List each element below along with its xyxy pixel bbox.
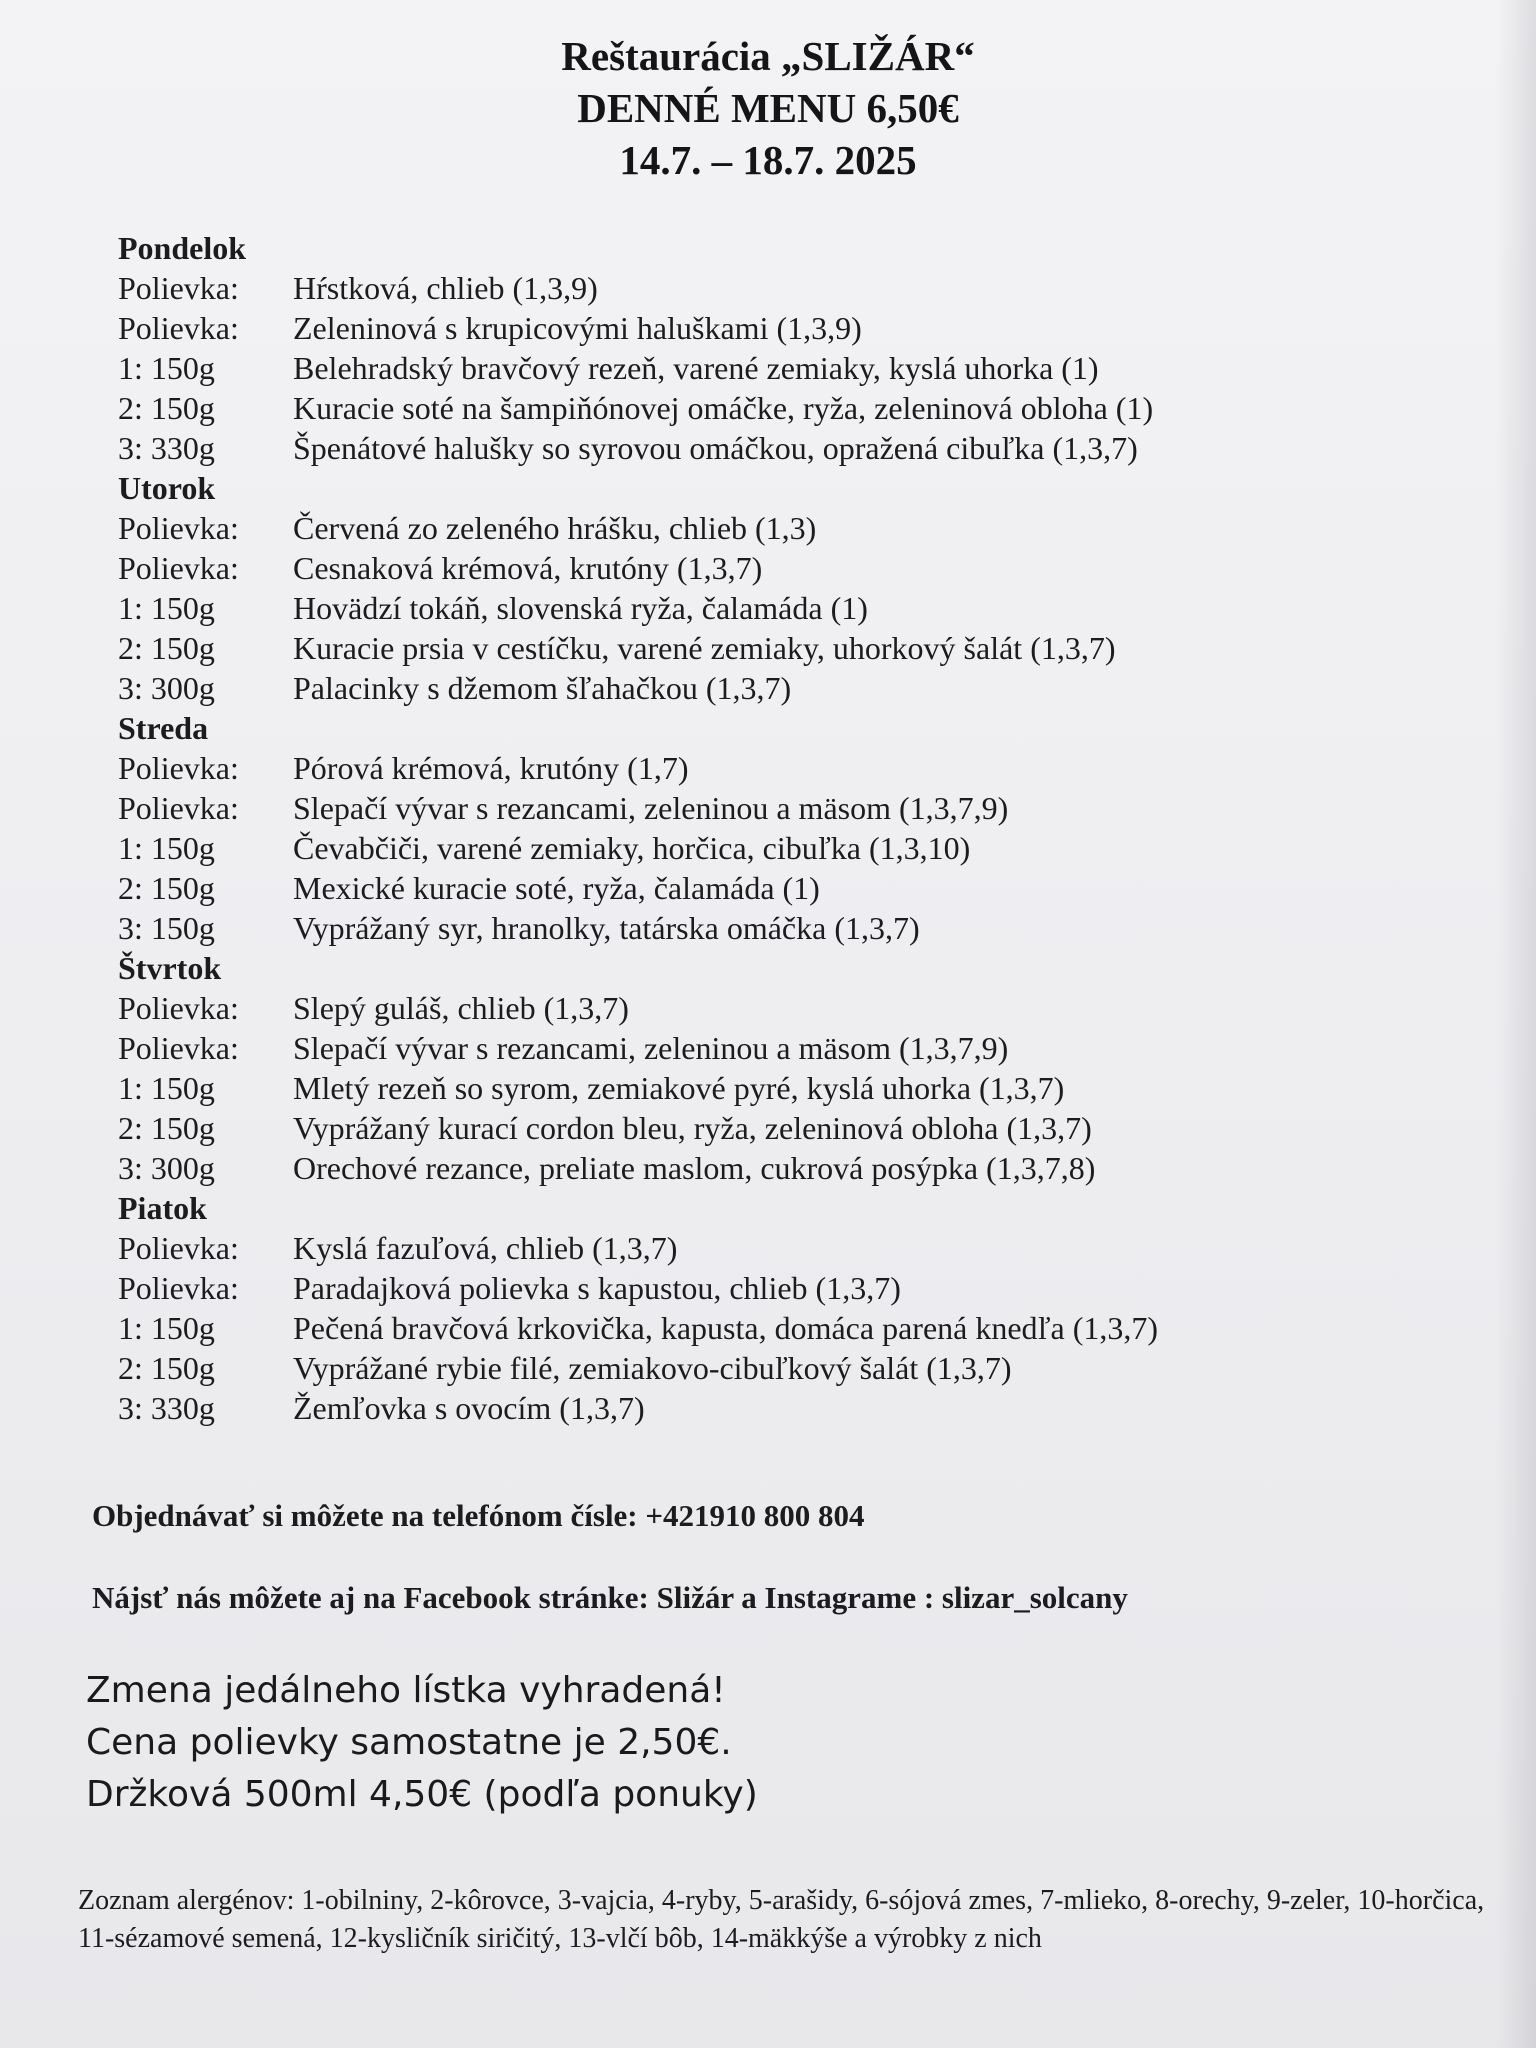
menu-item-dish: Červená zo zeleného hrášku, chlieb (1,3) <box>293 510 817 546</box>
weekly-menu <box>118 228 1458 1428</box>
menu-item-dish: Palacinky s džemom šľahačkou (1,3,7) <box>293 670 792 706</box>
social-media-line: Nájsť nás môžete aj na Facebook stránke: Sližár a Instagrame : slizar_solcany <box>92 1580 1128 1615</box>
menu-item <box>118 1228 1458 1268</box>
day-heading: Pondelok <box>118 230 247 266</box>
menu-item-label: 2: 150g <box>118 630 215 666</box>
menu-item <box>118 788 1458 828</box>
menu-item-dish: Vyprážaný syr, hranolky, tatárska omáčka (1,3,7) <box>293 910 920 946</box>
day-section <box>118 708 1458 948</box>
menu-item <box>118 1388 1458 1428</box>
menu-item-dish: Čevabčiči, varené zemiaky, horčica, cibuľka (1,3,10) <box>293 830 971 866</box>
allergen-list: Zoznam alergénov: 1-obilniny, 2-kôrovce, 3-vajcia, 4-ryby, 5-arašidy, 6-sójová zmes, 7-mlieko, 8-orechy, 9-zeler, 10-horčica, 11-sézamové semená, 12-kysličník siričitý, 13-vlčí bôb, 14-mäkkýše a výrobky z nich <box>78 1885 1485 1954</box>
menu-item <box>118 1028 1458 1068</box>
note-menu-change: Zmena jedálneho lístka vyhradená! <box>86 1670 726 1711</box>
menu-item-label: Polievka: <box>118 510 239 546</box>
menu-item <box>118 508 1458 548</box>
menu-item-dish: Špenátové halušky so syrovou omáčkou, opražená cibuľka (1,3,7) <box>293 430 1138 466</box>
paper-edge-shadow <box>1496 0 1536 2048</box>
menu-item-label: 2: 150g <box>118 390 215 426</box>
menu-header <box>0 30 1536 186</box>
menu-item <box>118 748 1458 788</box>
menu-item <box>118 988 1458 1028</box>
day-heading: Piatok <box>118 1190 207 1226</box>
menu-item-dish: Slepý guláš, chlieb (1,3,7) <box>293 990 629 1026</box>
menu-item-dish: Slepačí vývar s rezancami, zeleninou a mäsom (1,3,7,9) <box>293 1030 1009 1066</box>
menu-item-dish: Hovädzí tokáň, slovenská ryža, čalamáda (1) <box>293 590 868 626</box>
note-tripe-soup: Držková 500ml 4,50€ (podľa ponuky) <box>86 1774 758 1815</box>
menu-item-label: Polievka: <box>118 990 239 1026</box>
date-range: 14.7. – 18.7. 2025 <box>619 137 917 183</box>
menu-item-label: 2: 150g <box>118 1110 215 1146</box>
menu-item-dish: Belehradský bravčový rezeň, varené zemiaky, kyslá uhorka (1) <box>293 350 1099 386</box>
day-heading: Utorok <box>118 470 216 506</box>
menu-item <box>118 428 1458 468</box>
day-heading: Štvrtok <box>118 950 222 986</box>
menu-item <box>118 828 1458 868</box>
menu-item-label: 1: 150g <box>118 1070 215 1106</box>
menu-item-dish: Pórová krémová, krutóny (1,7) <box>293 750 689 786</box>
menu-item-label: Polievka: <box>118 1030 239 1066</box>
menu-item-label: Polievka: <box>118 750 239 786</box>
menu-item-label: 2: 150g <box>118 870 215 906</box>
menu-notes <box>86 1665 758 1821</box>
day-section <box>118 468 1458 708</box>
menu-item <box>118 1268 1458 1308</box>
menu-item <box>118 908 1458 948</box>
menu-item-dish: Kuracie soté na šampiňónovej omáčke, ryža, zeleninová obloha (1) <box>293 390 1154 426</box>
menu-item-label: Polievka: <box>118 270 239 306</box>
menu-item <box>118 388 1458 428</box>
menu-item-label: Polievka: <box>118 310 239 346</box>
menu-item-dish: Vyprážaný kurací cordon bleu, ryža, zeleninová obloha (1,3,7) <box>293 1110 1092 1146</box>
menu-item-dish: Mletý rezeň so syrom, zemiakové pyré, kyslá uhorka (1,3,7) <box>293 1070 1065 1106</box>
menu-item-label: Polievka: <box>118 1270 239 1306</box>
menu-item-dish: Zeleninová s krupicovými haluškami (1,3,9) <box>293 310 862 346</box>
menu-item <box>118 268 1458 308</box>
menu-item-dish: Slepačí vývar s rezancami, zeleninou a mäsom (1,3,7,9) <box>293 790 1009 826</box>
menu-item-label: 3: 330g <box>118 430 215 466</box>
menu-item <box>118 628 1458 668</box>
menu-item-label: Polievka: <box>118 550 239 586</box>
note-soup-price: Cena polievky samostatne je 2,50€. <box>86 1722 732 1763</box>
menu-item-label: 1: 150g <box>118 350 215 386</box>
phone-order-line: Objednávať si môžete na telefónom čísle: +421910 800 804 <box>92 1498 865 1533</box>
day-section <box>118 228 1458 468</box>
menu-item-label: 1: 150g <box>118 1310 215 1346</box>
day-heading: Streda <box>118 710 209 746</box>
restaurant-name: Reštaurácia „SLIŽÁR“ <box>561 33 975 79</box>
menu-item <box>118 1068 1458 1108</box>
menu-item <box>118 868 1458 908</box>
daily-menu-price: DENNÉ MENU 6,50€ <box>577 85 959 131</box>
menu-item-dish: Kuracie prsia v cestíčku, varené zemiaky, uhorkový šalát (1,3,7) <box>293 630 1116 666</box>
menu-item-label: Polievka: <box>118 790 239 826</box>
menu-item-label: 3: 330g <box>118 1390 215 1426</box>
menu-item-dish: Paradajková polievka s kapustou, chlieb (1,3,7) <box>293 1270 901 1306</box>
menu-item <box>118 308 1458 348</box>
menu-item-dish: Žemľovka s ovocím (1,3,7) <box>293 1390 645 1426</box>
menu-item-dish: Cesnaková krémová, krutóny (1,3,7) <box>293 550 763 586</box>
day-section <box>118 1188 1458 1428</box>
menu-item-dish: Pečená bravčová krkovička, kapusta, domáca parená knedľa (1,3,7) <box>293 1310 1159 1346</box>
menu-item-dish: Orechové rezance, preliate maslom, cukrová posýpka (1,3,7,8) <box>293 1150 1096 1186</box>
menu-item-label: 3: 300g <box>118 670 215 706</box>
menu-item-label: 2: 150g <box>118 1350 215 1386</box>
menu-item <box>118 1308 1458 1348</box>
menu-item-label: 1: 150g <box>118 830 215 866</box>
menu-item <box>118 588 1458 628</box>
menu-item-dish: Kyslá fazuľová, chlieb (1,3,7) <box>293 1230 678 1266</box>
menu-item-dish: Hŕstková, chlieb (1,3,9) <box>293 270 598 306</box>
menu-item <box>118 348 1458 388</box>
menu-item-label: 3: 150g <box>118 910 215 946</box>
menu-item <box>118 668 1458 708</box>
menu-item <box>118 1108 1458 1148</box>
menu-item-label: 1: 150g <box>118 590 215 626</box>
menu-item-label: 3: 300g <box>118 1150 215 1186</box>
menu-item-dish: Mexické kuracie soté, ryža, čalamáda (1) <box>293 870 820 906</box>
menu-item <box>118 1148 1458 1188</box>
menu-item-label: Polievka: <box>118 1230 239 1266</box>
menu-item-dish: Vyprážané rybie filé, zemiakovo-cibuľkový šalát (1,3,7) <box>293 1350 1012 1386</box>
menu-item <box>118 548 1458 588</box>
day-section <box>118 948 1458 1188</box>
menu-item <box>118 1348 1458 1388</box>
